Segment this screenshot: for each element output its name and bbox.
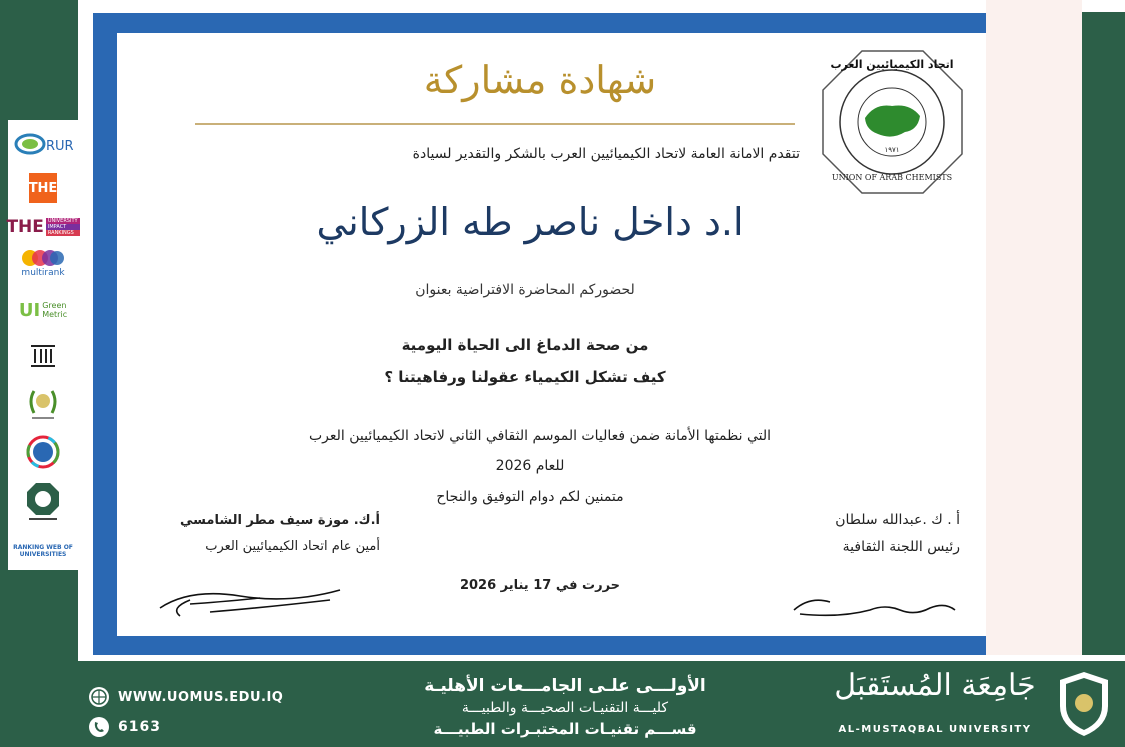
arab-engineers-logo (8, 480, 78, 524)
phone-text[interactable]: 6163 (118, 719, 161, 735)
lecture-title-line2: كيف تشكل الكيمياء عقولنا ورفاهيتنا ؟ (384, 368, 666, 386)
greenmetric-sub-1: Green (42, 301, 67, 310)
footer-slogan-line3: قســـم تقنيـات المختبـرات الطبيـــة (433, 720, 697, 738)
greenmetric-logo (8, 290, 78, 330)
website-text[interactable]: WWW.UOMUS.EDU.IQ (118, 689, 284, 705)
the-impact-sub-2: IMPACT (46, 224, 80, 230)
date-issued: حررت في 17 يناير 2026 (459, 578, 621, 593)
the-impact-logo (8, 212, 78, 242)
seal-top-text: اتحاد الكيميائيين العرب (830, 58, 954, 71)
signature-left (150, 578, 350, 624)
attendance-line: لحضوركم المحاضرة الافتراضية بعنوان (415, 282, 635, 298)
certificate-title: شهادة مشاركة (423, 58, 657, 102)
right-pink-panel (986, 0, 1082, 660)
recipient-name: ا.د داخل ناصر طه الزركاني (316, 200, 744, 244)
seal-bottom-text: UNION OF ARAB CHEMISTS (831, 173, 953, 182)
footer-slogan-line1: الأولـــى علـى الجامـــعات الأهليـة (424, 676, 706, 696)
the-label: THE (29, 173, 57, 203)
signatory-left-title: أمين عام اتحاد الكيميائيين العرب (205, 539, 380, 554)
organized-by-line: التي نظمتها الأمانة ضمن فعاليات الموسم الثقافي الثاني لاتحاد الكيميائيين العرب (308, 428, 772, 444)
the-impact-sub-1: UNIVERSITY (47, 218, 78, 224)
multirank-label: multirank (21, 268, 65, 278)
the-impact-sub-3: RANKINGS (46, 230, 80, 236)
university-name-ar: جَامِعَة المُستَقبَل (834, 668, 1036, 703)
rur-label: RUR (46, 139, 74, 154)
greenmetric-label: UI (18, 299, 41, 321)
octagon-emblem-icon (25, 481, 61, 523)
signature-right (790, 588, 960, 630)
institution-logo (8, 342, 78, 370)
wishes-line: متمنين لكم دوام التوفيق والنجاح (436, 489, 624, 505)
phone-icon (88, 716, 110, 738)
arab-universities-logo (8, 384, 78, 424)
phone-row (88, 716, 161, 738)
webometrics-label: RANKING WEB OF UNIVERSITIES (13, 544, 73, 558)
globe-icon (88, 686, 110, 708)
lecture-title-line1: من صحة الدماغ الى الحياة اليومية (401, 336, 649, 354)
building-icon (29, 343, 57, 369)
seal-year: ١٩٧١ (884, 146, 900, 154)
greenmetric-sub-2: Metric (42, 310, 68, 319)
top-margin (78, 0, 1125, 12)
title-divider (195, 123, 795, 125)
the-logo (8, 172, 78, 204)
footer-slogan-line2: كليـــة التقنيـات الصحيـــة والطبيـــة (461, 700, 669, 716)
union-seal (820, 48, 965, 196)
university-shield-icon (1056, 670, 1112, 738)
the-impact-label: THE (6, 217, 44, 237)
intro-line: تتقدم الامانة العامة لاتحاد الكيميائيين العرب بالشكر والتقدير لسيادة (412, 146, 800, 162)
multirank-logo (8, 246, 78, 280)
signatory-left-name: أ.ك. موزة سيف مطر الشامسي (180, 513, 380, 528)
signatory-right-title: رئيس اللجنة الثقافية (842, 539, 960, 555)
laurel-icon (26, 385, 60, 423)
rur-logo (8, 130, 78, 158)
multirank-icon (21, 248, 65, 268)
webometrics-logo (8, 540, 78, 562)
university-name-en: AL-MUSTAQBAL UNIVERSITY (838, 724, 1032, 735)
sdg-wheel-icon (26, 435, 60, 469)
year-line: للعام 2026 (495, 458, 565, 474)
rur-icon (10, 131, 76, 157)
rankings-sidebar (8, 120, 78, 570)
sdg-logo (8, 434, 78, 470)
signatory-right-name: أ . ك .عبدالله سلطان (835, 512, 960, 528)
website-row (88, 686, 283, 708)
